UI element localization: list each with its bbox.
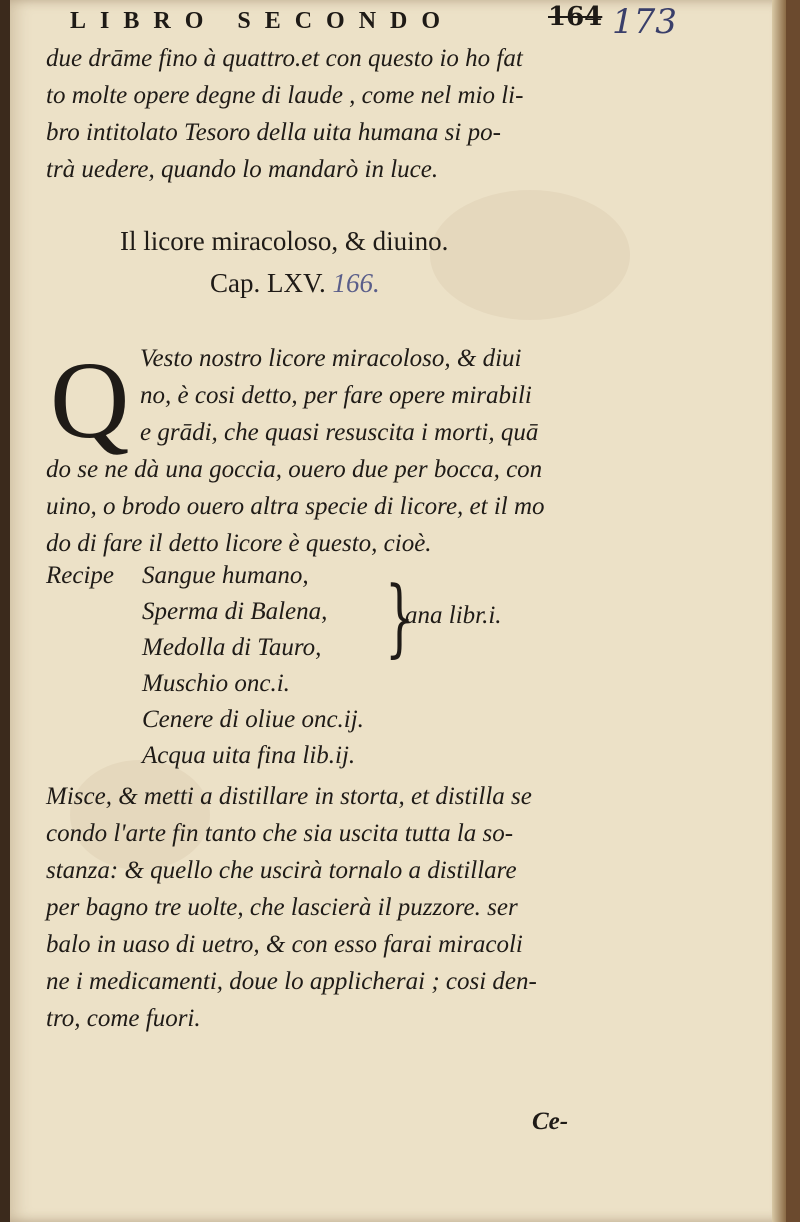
text-line: tro, come fuori. [46, 1005, 201, 1032]
chapter-title: Il licore miracoloso, & diuino. [120, 226, 449, 256]
recipe-item: Medolla di Tauro, [142, 634, 322, 661]
text-line: no, è cosi detto, per fare opere mirabili [140, 382, 532, 409]
text-line: do di fare il detto licore è questo, cioè. [46, 530, 432, 557]
recipe-item: Acqua uita fina lib.ij. [142, 742, 356, 769]
paper-stain [430, 190, 630, 320]
recipe-intro: Recipe [46, 562, 115, 589]
main-paragraph-indented [140, 340, 610, 451]
text-line: due drāme fino à quattro.et con questo io ho fat [46, 45, 523, 72]
text-line: to molte opere degne di laude , come nel mio li- [46, 82, 524, 109]
text-line: stanza: & quello che uscirà tornalo a distillare [46, 857, 517, 884]
catchword: Ce- [532, 1108, 569, 1135]
brace-note: ana libr.i. [405, 602, 502, 629]
text-line: do se ne dà una goccia, ouero due per bocca, con [46, 456, 543, 483]
text-line: trà uedere, quando lo mandarò in luce. [46, 156, 439, 183]
text-line: condo l'arte fin tanto che sia uscita tutta la so- [46, 820, 514, 847]
closing-paragraph [46, 778, 616, 1037]
top-paragraph [46, 40, 616, 188]
running-head: LIBRO SECONDO [70, 8, 455, 34]
text-line: e grādi, che quasi resuscita i morti, quā [140, 419, 539, 446]
recipe-item: Muschio onc.i. [142, 670, 290, 697]
handwritten-page-number: 173 [612, 2, 677, 42]
printed-page-number: 164 [548, 2, 603, 32]
chapter-number-handwritten: 166. [332, 268, 380, 298]
text-line: ne i medicamenti, doue lo applicherai ; cosi den- [46, 968, 537, 995]
page-edge [772, 0, 786, 1222]
curly-brace-icon: } [385, 568, 415, 666]
main-paragraph [46, 451, 616, 562]
chapter-number [210, 268, 380, 299]
chapter-number-label: Cap. LXV. [210, 268, 326, 298]
text-line: uino, o brodo ouero altra specie di licore, et il mo [46, 493, 545, 520]
recipe-item: Sangue humano, [142, 562, 309, 589]
text-line: bro intitolato Tesoro della uita humana si po- [46, 119, 501, 146]
text-line: per bagno tre uolte, che lascierà il puzzore. ser [46, 894, 518, 921]
recipe-item: Sperma di Balena, [142, 598, 328, 625]
recipe-item: Cenere di oliue onc.ij. [142, 706, 364, 733]
binding-gutter [0, 0, 10, 1222]
text-line: Vesto nostro licore miracoloso, & diui [140, 345, 522, 372]
drop-cap: Q [50, 339, 130, 461]
text-line: balo in uaso di uetro, & con esso farai miracoli [46, 931, 523, 958]
text-line: Misce, & metti a distillare in storta, et distilla se [46, 783, 532, 810]
